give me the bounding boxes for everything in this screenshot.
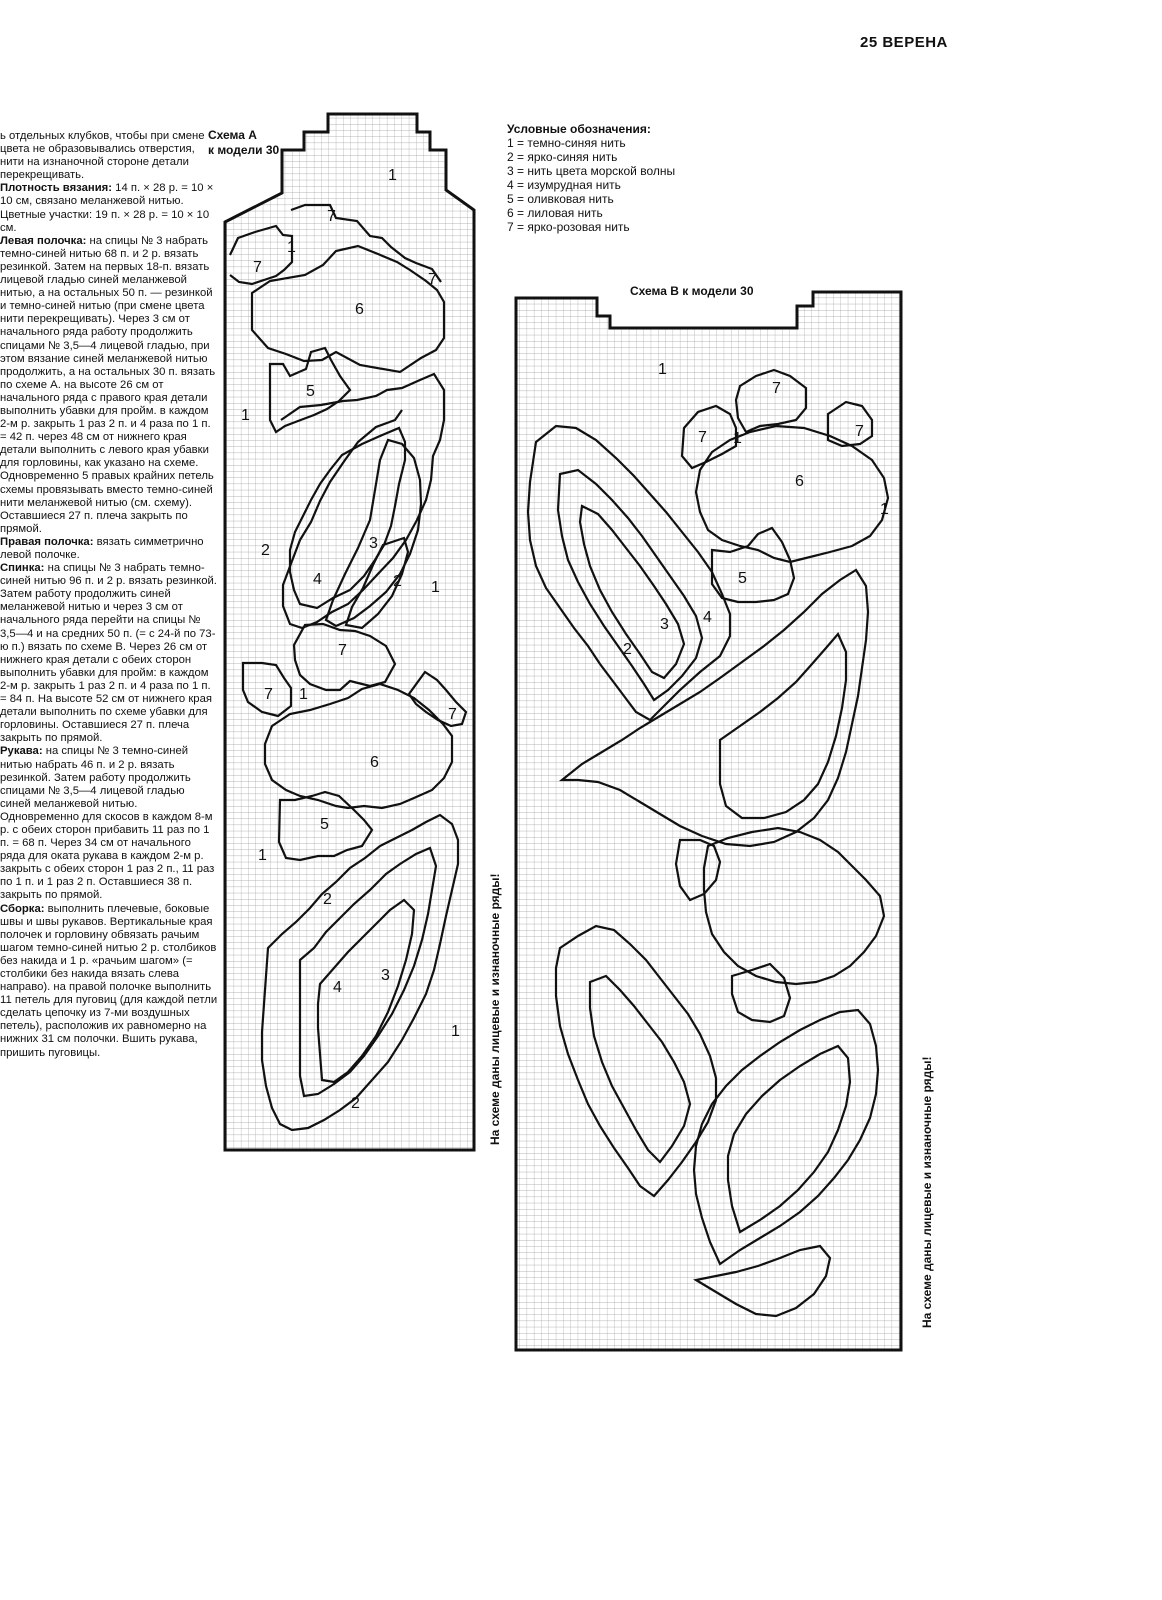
lead-right-front: Правая полочка: — [0, 535, 94, 548]
color-num: 7 — [264, 686, 273, 703]
color-num: 7 — [327, 208, 336, 225]
lead-sleeves: Рукава: — [0, 745, 43, 758]
color-num: 5 — [738, 570, 747, 587]
color-num: 4 — [313, 571, 322, 588]
color-num: 5 — [306, 383, 315, 400]
chart-b-side-note: На схеме даны лицевые и изнаночные ряды! — [920, 1056, 934, 1328]
color-num: 3 — [381, 967, 390, 984]
color-num: 6 — [795, 473, 804, 490]
color-num: 3 — [660, 616, 669, 633]
color-num: 2 — [261, 542, 270, 559]
lead-assembly: Сборка: — [0, 902, 45, 915]
color-num: 1 — [880, 501, 889, 518]
legend-item: 4 = изумрудная нить — [507, 178, 621, 192]
color-num: 7 — [855, 423, 864, 440]
legend-item: 7 = ярко-розовая нить — [507, 220, 630, 234]
color-num: 4 — [333, 979, 342, 996]
article-paragraph-intro: ь отдельных клубков, чтобы при смене цвета не образовывались отверстия, нити на изнаночной стороне детали перекрещивать. — [0, 130, 205, 182]
lead-gauge: Плотность вязания: — [0, 182, 113, 195]
color-num: 7 — [448, 706, 457, 723]
gauge-text: 14 п. × 28 р. = 10 × 10 см, связано меланжевой нитью. Цветные участки: 19 п. × 28 р. = 10 × 10 см. — [0, 182, 214, 234]
color-num: 1 — [733, 430, 742, 447]
legend-item: 6 = лиловая нить — [507, 206, 603, 220]
chart-a — [220, 100, 480, 1160]
back-text: на спицы № 3 набрать темно-синей нитью 96 п. и 2 р. вязать резинкой. Затем работу продолжить синей меланжевой нитью и через 3 см от начального ряда перейти на спицы № 3,5—4 и на средних 50 п. (= с 24-й по 73-ю п.) вязать по схеме В. Через 26 см от нижнего края детали с обеих сторон выполнить убавки для пройм: в каждом 2-м р. закрыть 1 раз 2 п. и 4 раза по 1 п. = 84 п. На высоте 52 см от нижнего края детали выполнить по схеме убавки для горловины. Оставшиеся 27 п. плеча закрыть по прямой. — [0, 562, 217, 745]
color-num: 1 — [451, 1023, 460, 1040]
color-num: 2 — [623, 641, 632, 658]
color-num: 1 — [241, 407, 250, 424]
left-front-text: на спицы № 3 набрать темно-синей нитью 68 п. и 2 р. вязать резинкой. Затем на первых 18-п. вязать лицевой гладью синей меланжевой нитью, а на остальных 50 п. — резинкой и темно-синей нитью (при смене цвета нити перекрещивать). Через 3 см от начального ряда работу продолжить спицами № 3,5—4 лицевой гладью, при этом вязание синей меланжевой нитью продолжить, а на остальных 30 п. вязать по схеме А. на высоте 26 см от начального ряда с правого края детали выполнить убавки для пройм. в каждом 2-м р. закрыть 1 раз 2 п. и 4 раза по 1 п. = 42 п. через 48 см от нижнего края детали выполнить с левого края убавки для горловины, как указано на схеме. Одновременно 5 правых крайних петель схемы провязывать вместо темно-синей нити меланжевой нитью (см. схему). Оставшиеся 27 п. плеча закрыть по прямой. — [0, 234, 216, 535]
sleeves-text: на спицы № 3 темно-синей нитью набрать 46 п. и 2 р. вязать резинкой. Затем работу продолжить спицами № 3,5—4 лицевой гладью синей меланжевой нитью. Одновременно для скосов в каждом 8-м р. с обеих сторон прибавить 11 раз по 1 п. = 68 п. Через 34 см от начального ряда для оката рукава в каждом 2-м р. закрыть с обеих сторон 1 раз 2 п., 11 раз по 1 п. и 1 раз 2 п. Оставшиеся 38 п. закрыть по прямой. — [0, 745, 215, 902]
chart-b-title: Схема В к модели 30 — [630, 284, 754, 298]
chart-a-title-line2: к модели 30 — [208, 143, 280, 157]
legend-item: 1 = темно-синяя нить — [507, 136, 626, 150]
color-num: 1 — [388, 167, 397, 184]
color-num: 7 — [428, 271, 437, 288]
lead-back: Спинка: — [0, 562, 45, 575]
color-num: 1 — [299, 686, 308, 703]
color-num: 1 — [287, 239, 296, 256]
legend-item: 3 = нить цвета морской волны — [507, 164, 676, 178]
color-num: 6 — [355, 301, 364, 318]
color-num: 6 — [370, 754, 379, 771]
right-front-text: вязать симметрично левой полочке. — [0, 535, 204, 561]
chart-a-side-note: На схеме даны лицевые и изнаночные ряды! — [488, 873, 502, 1145]
color-num: 1 — [658, 361, 667, 378]
color-num: 4 — [703, 609, 712, 626]
color-num: 5 — [320, 816, 329, 833]
color-num: 3 — [369, 535, 378, 552]
page-header: 25 ВЕРЕНА — [860, 34, 948, 51]
chart-a-title-line1: Схема А — [208, 128, 257, 142]
color-num: 1 — [431, 579, 440, 596]
legend-title: Условные обозначения: — [507, 122, 651, 136]
color-num: 1 — [258, 847, 267, 864]
color-num: 7 — [698, 429, 707, 446]
color-num: 7 — [338, 642, 347, 659]
assembly-text: выполнить плечевые, боковые швы и швы рукавов. Вертикальные края полочек и горловину обвязать рачьим шагом темно-синей нитью 2 р. столбиков без накида и 1 р. «рачьим шагом» (= столбики без накида вязать слева направо). на правой полочке выполнить 11 петель для пуговиц (для каждой петли сделать цепочку из 7-ми воздушных петель), расположив их равномерно на нижних 31 см полочки. Вшить рукава, пришить пуговицы. — [0, 902, 218, 1059]
color-num: 2 — [393, 573, 402, 590]
lead-left-front: Левая полочка: — [0, 234, 87, 247]
color-num: 2 — [351, 1095, 360, 1112]
color-num: 7 — [772, 380, 781, 397]
legend-item: 5 = оливковая нить — [507, 192, 614, 206]
chart-b — [510, 285, 908, 1355]
color-num: 2 — [323, 891, 332, 908]
color-num: 7 — [253, 259, 262, 276]
legend-item: 2 = ярко-синяя нить — [507, 150, 618, 164]
